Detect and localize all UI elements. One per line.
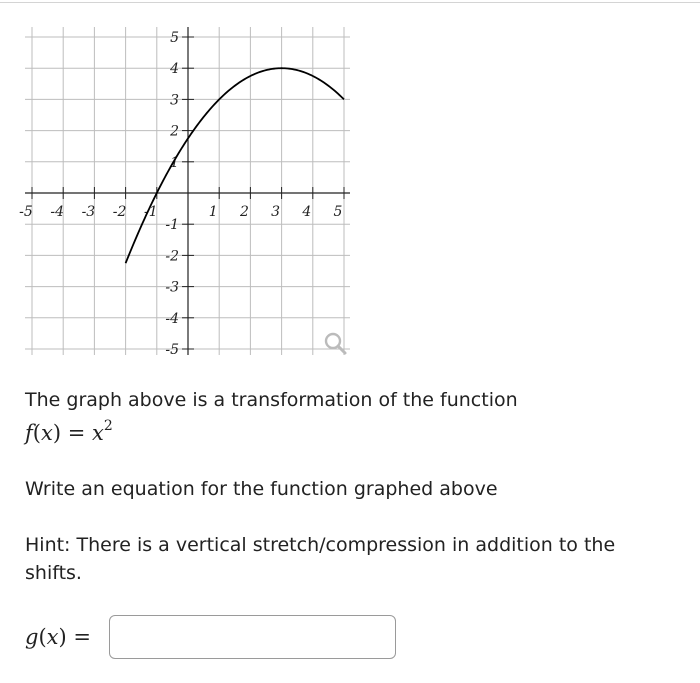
- x-axis-tick-label: 2: [239, 204, 249, 220]
- x-axis-tick-label: -2: [112, 204, 127, 220]
- answer-input[interactable]: [109, 615, 396, 659]
- base-function-equation: $f(x) = x^2$: [25, 418, 113, 445]
- x-axis-tick-label: -1: [143, 204, 158, 220]
- parabola-curve: [126, 68, 344, 263]
- axes: [25, 27, 350, 355]
- y-axis-tick-label: 1: [170, 154, 179, 171]
- y-axis-tick-label: 4: [170, 61, 179, 78]
- y-axis-tick-label: -4: [165, 310, 179, 327]
- y-axis-tick-label: 3: [170, 92, 179, 109]
- intro-text: [25, 386, 675, 448]
- intro-sentence: The graph above is a transformation of the function: [25, 389, 518, 411]
- y-axis-tick-label: -5: [165, 342, 179, 358]
- x-axis-tick-label: -5: [19, 204, 33, 220]
- answer-row: [25, 614, 396, 660]
- y-axis-tick-label: 2: [170, 123, 179, 140]
- y-axis-tick-label: -3: [165, 279, 179, 296]
- x-axis-tick-label: -3: [81, 204, 96, 220]
- x-axis-tick-labels: [19, 204, 342, 220]
- x-axis-tick-label: 1: [208, 204, 218, 220]
- instruction-text: Write an equation for the function graphed above: [25, 478, 498, 500]
- hint-text: Hint: There is a vertical stretch/compression in addition to the shifts.: [25, 534, 616, 584]
- magnifier-icon[interactable]: [326, 334, 345, 353]
- y-axis-tick-label: -2: [165, 248, 179, 265]
- x-axis-tick-label: 3: [271, 204, 281, 220]
- x-axis-tick-label: 4: [302, 204, 312, 220]
- x-axis-tick-label: -4: [50, 204, 65, 220]
- answer-label: g(x) =: [25, 625, 91, 649]
- y-axis-tick-label: -1: [165, 217, 179, 234]
- y-axis-tick-labels: [165, 30, 179, 358]
- x-axis-tick-label: 5: [333, 204, 343, 220]
- y-axis-tick-label: 5: [170, 30, 179, 46]
